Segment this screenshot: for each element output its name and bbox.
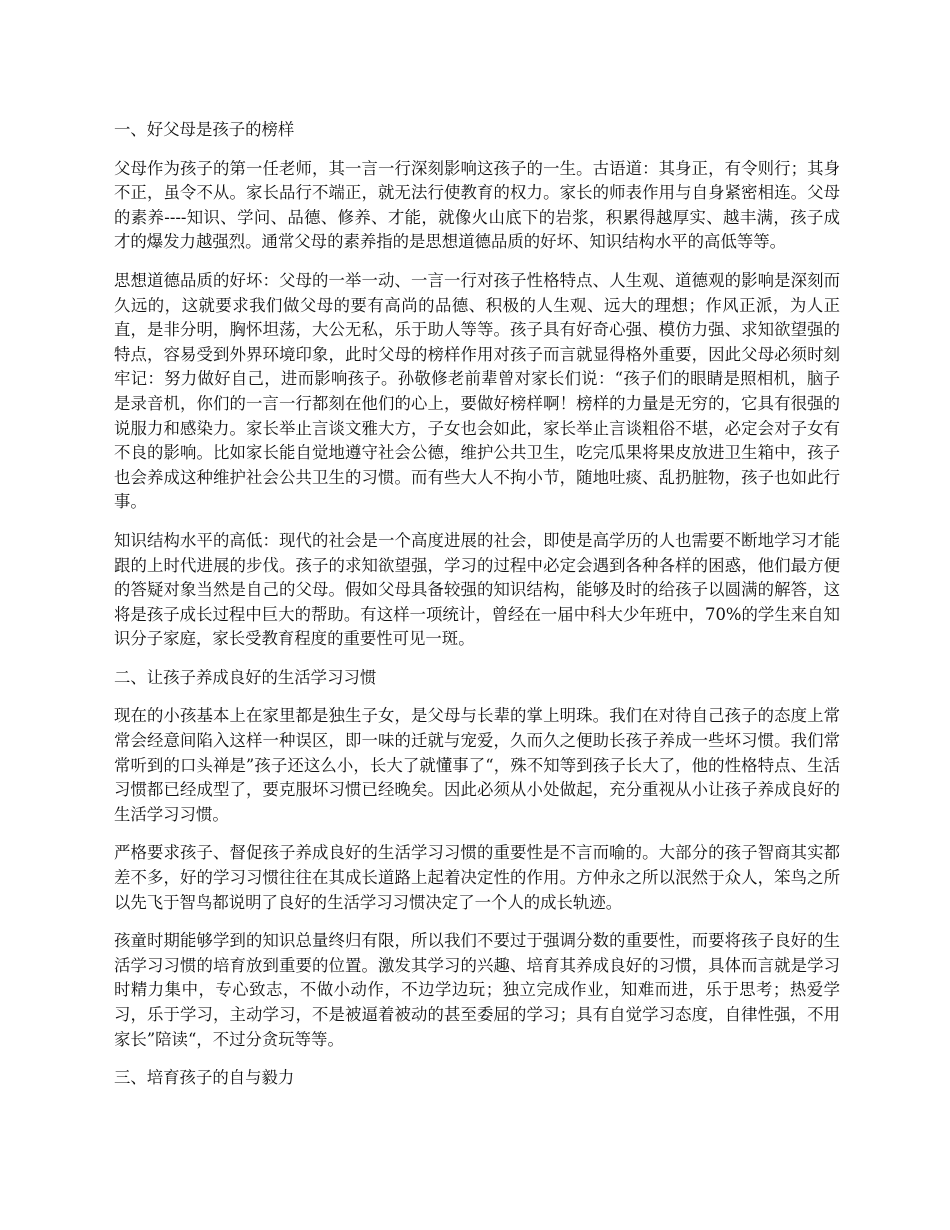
paragraph-1-2: 思想道德品质的好坏：父母的一举一动、一言一行对孩子性格特点、人生观、道德观的影响是深刻而久远的，这就要求我们做父母的要有高尚的品德、积极的人生观、远大的理想；作风正派，为人正直，是非分明，胸怀坦荡，大公无私，乐于助人等等。孩子具有好奇心强、模仿力强、求知欲望强的特点，容易受到外界环境印象，此时父母的榜样作用对孩子而言就显得格外重要，因此父母必须时刻牢记：努力做好自己，进而影响孩子。孙敬修老前辈曾对家长们说：“孩子们的眼睛是照相机，脑子是录音机，你们的一言一行都刻在他们的心上，要做好榜样啊！榜样的力量是无穷的，它具有很强的说服力和感染力。家长举止言谈文雅大方，子女也会如此，家长举止言谈粗俗不堪，必定会对子女有不良的影响。比如家长能自觉地遵守社会公德，维护公共卫生，吃完瓜果将果皮放进卫生箱中，孩子也会养成这种维护社会公共卫生的习惯。而有些大人不拘小节，随地吐痰、乱扔脏物，孩子也如此行事。 <box>114 270 840 512</box>
section-heading-3: 三、培育孩子的自与毅力 <box>114 1068 295 1088</box>
paragraph-2-1: 现在的小孩基本上在家里都是独生子女，是父母与长辈的掌上明珠。我们在对待自己孩子的态度上常常会经意间陷入这样一种误区，即一味的迁就与宠爱，久而久之便助长孩子养成一些坏习惯。我们常常听到的口头禅是”孩子还这么小，长大了就懂事了“，殊不知等到孩子长大了，他的性格特点、生活习惯都已经成型了，要克服坏习惯已经晚矣。因此必须从小处做起，充分重视从小让孩子养成良好的生活学习习惯。 <box>114 706 840 824</box>
paragraph-1-3: 知识结构水平的高低：现代的社会是一个高度进展的社会，即使是高学历的人也需要不断地学习才能跟的上时代进展的步伐。孩子的求知欲望强，学习的过程中必定会遇到各种各样的困惑，他们最方便的答疑对象当然是自己的父母。假如父母具备较强的知识结构，能够及时的给孩子以圆满的解答，这将是孩子成长过程中巨大的帮助。有这样一项统计，曾经在一届中科大少年班中，70%的学生来自知识分子家庭，家长受教育程度的重要性可见一斑。 <box>114 530 840 649</box>
paragraph-1-1: 父母作为孩子的第一任老师，其一言一行深刻影响这孩子的一生。古语道：其身正，有令则行；其身不正，虽令不从。家长品行不端正，就无法行使教育的权力。家长的师表作用与自身紧密相连。父母的素养----知识、学问、品德、修养、才能，就像火山底下的岩浆，积累得越厚实、越丰满，孩子成才的爆发力越强烈。通常父母的素养指的是思想道德品质的好坏、知识结构水平的高低等等。 <box>114 158 840 252</box>
paragraph-2-2: 严格要求孩子、督促孩子养成良好的生活学习习惯的重要性是不言而喻的。大部分的孩子智商其实都差不多，好的学习习惯往往在其成长道路上起着决定性的作用。方仲永之所以泯然于众人，笨鸟之所以先飞于智鸟都说明了良好的生活学习习惯决定了一个人的成长轨迹。 <box>114 843 840 912</box>
section-heading-2: 二、让孩子养成良好的生活学习习惯 <box>114 667 377 687</box>
document-body <box>114 118 840 1105</box>
section-heading-1: 一、好父母是孩子的榜样 <box>114 120 295 139</box>
paragraph-2-3: 孩童时期能够学到的知识总量终归有限，所以我们不要过于强调分数的重要性，而要将孩子良好的生活学习习惯的培育放到重要的位置。激发其学习的兴趣、培育其养成良好的习惯，具体而言就是学习时精力集中，专心致志，不做小动作，不边学边玩；独立完成作业，知难而进，乐于思考；热爱学习，乐于学习，主动学习，不是被逼着被动的甚至委屈的学习；具有自觉学习态度，自律性强，不用家长”陪读“，不过分贪玩等等。 <box>114 931 840 1049</box>
